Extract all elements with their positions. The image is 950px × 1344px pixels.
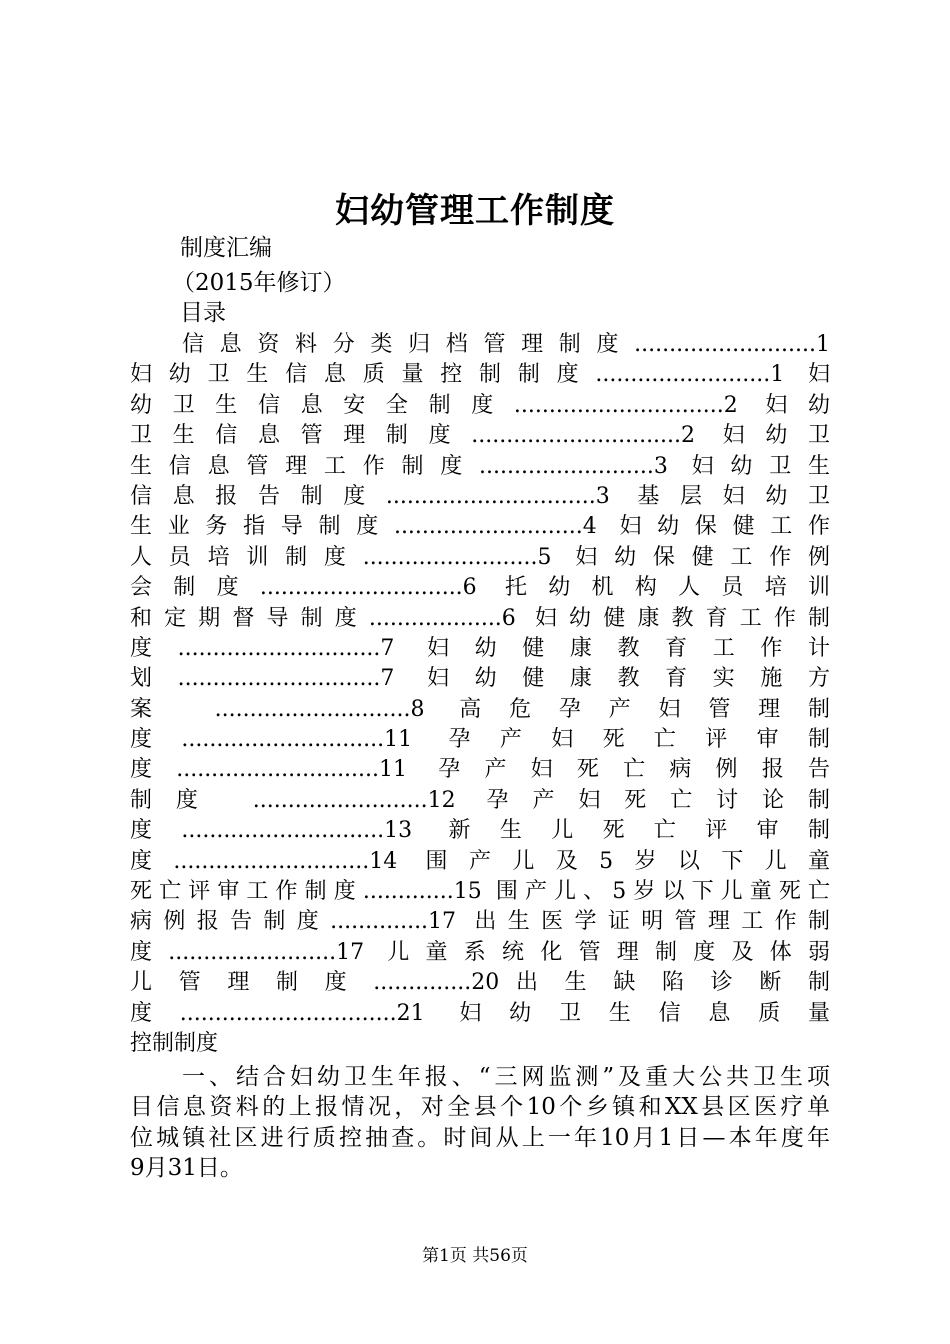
- toc-line: 度.............................7 妇幼健康教育工作计: [130, 635, 830, 661]
- toc-line: 案 ............................8 高危孕产妇管理制: [130, 696, 830, 722]
- toc-line: 度.............................11 孕产妇死亡病例报告: [130, 757, 830, 783]
- toc-line: 度.............................13 新生儿死亡评审制: [130, 818, 830, 844]
- body-line: 一、结合妇幼卫生年报、“三网监测”及重大公共卫生项: [182, 1064, 830, 1090]
- toc-line: 制度 .........................12 孕产妇死亡讨论制: [130, 787, 830, 813]
- toc-line: 和定期督导制度...................6 妇幼健康教育工作制: [130, 605, 830, 631]
- toc-line: 人员培训制度.........................5 妇幼保健工作例: [130, 544, 830, 570]
- collection-label: 制度汇编: [180, 235, 272, 261]
- toc-line: 控制制度: [130, 1030, 219, 1056]
- toc-line: 度............................14 围产儿及5岁以下儿童: [130, 848, 830, 874]
- toc-line: 信息资料分类归档管理制度..........................1: [182, 332, 830, 357]
- toc-line: 会制度.............................6 托幼机构人员培训: [130, 575, 830, 601]
- body-paragraph: [130, 1062, 830, 1184]
- toc-line: 度.............................11 孕产妇死亡评审制: [130, 727, 830, 753]
- toc-line: 度........................17 儿童系统化管理制度及体弱: [130, 939, 830, 965]
- body-line: 目信息资料的上报情况，对全县个10个乡镇和XX县区医疗单: [130, 1094, 830, 1121]
- revision-note: （2015年修订）: [172, 270, 346, 296]
- toc-heading: 目录: [180, 300, 226, 326]
- toc-line: 度...............................21 妇幼卫生信息质量: [130, 1000, 830, 1026]
- page-footer: 第1页 共56页: [422, 1246, 528, 1266]
- table-of-contents: [130, 330, 830, 1059]
- toc-line: 卫生信息管理制度..............................2 妇幼卫: [130, 423, 830, 449]
- toc-line: 划.............................7 妇幼健康教育实施方: [130, 666, 830, 692]
- toc-line: 生信息管理工作制度.........................3 妇幼卫生: [130, 453, 830, 479]
- toc-line: 妇幼卫生信息质量控制制度.........................1 妇: [130, 362, 830, 388]
- body-line: 位城镇社区进行质控抽查。时间从上一年10月1日—本年度年: [130, 1124, 830, 1151]
- toc-line: 幼卫生信息安全制度..............................2 妇幼: [130, 392, 830, 418]
- toc-line: 死亡评审工作制度.............15 围产儿、5岁以下儿童死亡: [130, 879, 830, 905]
- page-title: 妇幼管理工作制度: [335, 191, 615, 231]
- toc-line: 生业务指导制度...........................4 妇幼保健工作: [130, 514, 830, 540]
- toc-line: 病例报告制度..............17 出生医学证明管理工作制: [130, 909, 830, 935]
- toc-line: 儿 管 理 制 度 ..............20 出 生 缺 陷 诊 断 制: [130, 970, 830, 996]
- toc-line: 信息报告制度..............................3 基层妇幼卫: [130, 483, 830, 509]
- body-line: 9月31日。: [130, 1155, 243, 1182]
